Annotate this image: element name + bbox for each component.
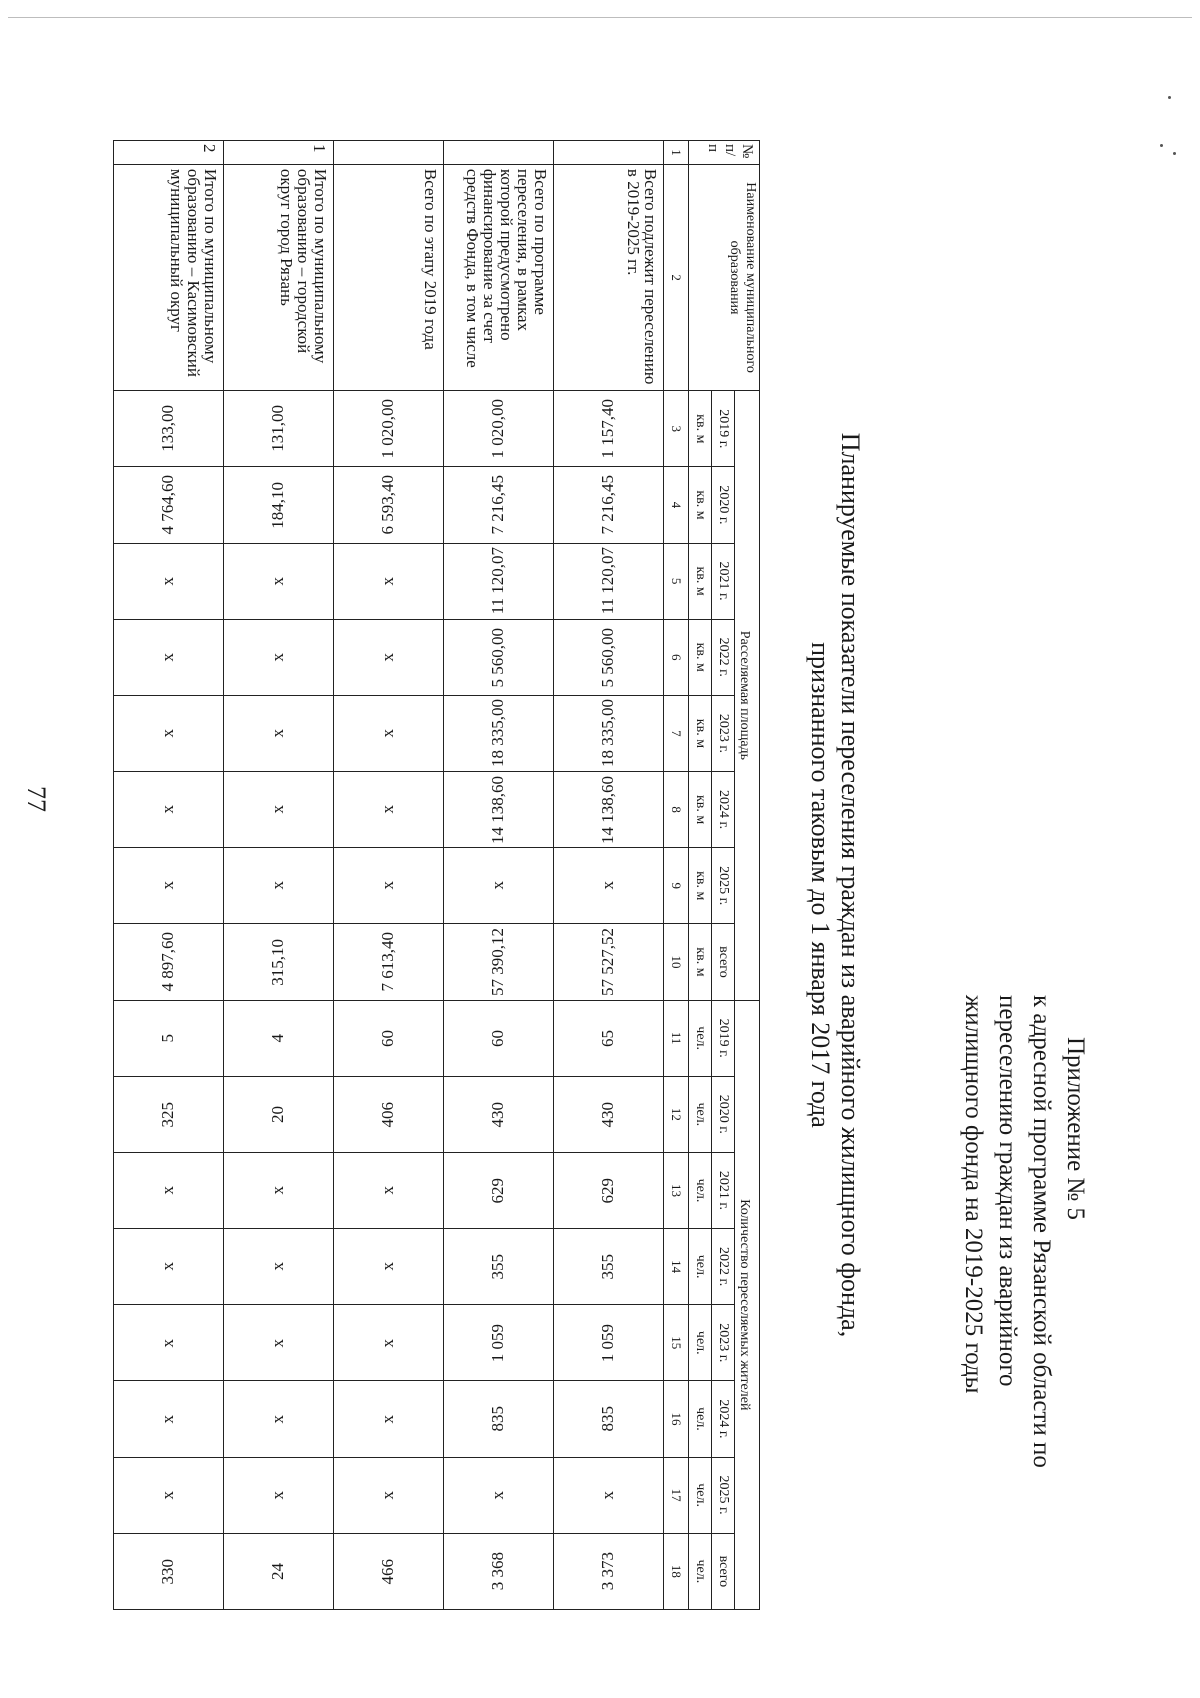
people-cell: [554, 1533, 664, 1609]
people-cell: [334, 1305, 444, 1381]
header-unit: чел.: [689, 1381, 712, 1457]
people-cell: [444, 1229, 554, 1305]
area-value: x: [158, 805, 178, 814]
people-value: 406: [378, 1101, 398, 1128]
people-value: x: [158, 1338, 178, 1348]
people-value: 466: [378, 1558, 398, 1585]
people-value: x: [378, 1186, 398, 1195]
column-number: 18: [664, 1533, 689, 1609]
header-area-year: 2025 г.: [712, 848, 735, 924]
header-people-year: 2020 г.: [712, 1076, 735, 1152]
area-value: x: [378, 729, 398, 738]
column-number: 4: [664, 467, 689, 543]
area-cell: [224, 391, 334, 467]
people-value: x: [268, 1186, 288, 1195]
header-unit: чел.: [689, 1305, 712, 1381]
header-unit: кв. м: [689, 848, 712, 924]
people-cell: [554, 1229, 664, 1305]
people-cell: [114, 1305, 224, 1381]
header-unit: кв. м: [689, 772, 712, 848]
header-unit: чел.: [689, 1152, 712, 1228]
people-cell: [334, 1000, 444, 1076]
header-people-group: Количество переселяемых жителей: [735, 1000, 760, 1609]
people-value: x: [378, 1490, 398, 1500]
people-cell: [554, 1000, 664, 1076]
area-cell: [554, 619, 664, 695]
people-cell: [224, 1229, 334, 1305]
header-people-year: 2023 г.: [712, 1305, 735, 1381]
header-people-year: 2025 г.: [712, 1457, 735, 1533]
table-row: [554, 141, 664, 1610]
header-unit: кв. м: [689, 467, 712, 543]
area-value: x: [158, 729, 178, 738]
table-row: [114, 141, 224, 1610]
header-people-year: 2022 г.: [712, 1229, 735, 1305]
area-cell: [444, 924, 554, 1000]
area-cell: [224, 467, 334, 543]
area-cell: [444, 543, 554, 619]
title-line: Планируемые показатели переселения граждан из аварийного жилищного фонда,: [836, 432, 865, 1338]
area-cell: [334, 772, 444, 848]
people-cell: [114, 1076, 224, 1152]
area-cell: [334, 924, 444, 1000]
municipality-name: Всего по этапу 2019 года: [334, 164, 444, 390]
people-value: 60: [488, 1029, 508, 1047]
header-people-year: 2019 г.: [712, 1000, 735, 1076]
area-cell: [554, 924, 664, 1000]
people-cell: [334, 1533, 444, 1609]
area-cell: [444, 695, 554, 771]
people-value: 1 059: [488, 1323, 508, 1362]
area-value: 5 560,00: [488, 627, 508, 688]
area-cell: [334, 619, 444, 695]
column-number: 17: [664, 1457, 689, 1533]
area-value: 1 020,00: [378, 399, 398, 459]
people-cell: [114, 1152, 224, 1228]
area-value: 57 390,12: [488, 927, 508, 996]
area-cell: [224, 543, 334, 619]
appendix-line: Приложение № 5: [1062, 1037, 1089, 1221]
people-cell: [444, 1076, 554, 1152]
area-cell: [444, 391, 554, 467]
people-value: x: [268, 1262, 288, 1271]
people-value: 20: [268, 1105, 288, 1123]
people-value: 330: [158, 1558, 178, 1585]
people-cell: [334, 1229, 444, 1305]
people-value: 4: [268, 1033, 288, 1043]
resettlement-table: [113, 140, 760, 1610]
rotated-page-content: [0, 55, 1110, 1695]
area-cell: [114, 391, 224, 467]
column-number: 6: [664, 619, 689, 695]
people-cell: [114, 1000, 224, 1076]
area-cell: [554, 848, 664, 924]
people-cell: [444, 1381, 554, 1457]
column-number: 12: [664, 1076, 689, 1152]
people-cell: [224, 1076, 334, 1152]
title-line: признанного таковым до 1 января 2017 года: [806, 642, 835, 1128]
people-cell: [444, 1000, 554, 1076]
header-people-year: 2021 г.: [712, 1152, 735, 1228]
area-cell: [554, 467, 664, 543]
people-value: 629: [598, 1177, 618, 1204]
row-number: [554, 141, 664, 165]
people-cell: [224, 1305, 334, 1381]
area-value: 315,10: [268, 938, 288, 986]
people-value: 430: [488, 1101, 508, 1128]
header-unit: кв. м: [689, 924, 712, 1000]
column-number: 14: [664, 1229, 689, 1305]
people-cell: [114, 1457, 224, 1533]
area-cell: [224, 772, 334, 848]
header-unit: кв. м: [689, 619, 712, 695]
people-value: x: [268, 1490, 288, 1500]
area-value: x: [488, 881, 508, 890]
table-row: [444, 141, 554, 1610]
area-cell: [334, 848, 444, 924]
column-number: 9: [664, 848, 689, 924]
header-unit: кв. м: [689, 391, 712, 467]
area-value: 131,00: [268, 405, 288, 453]
people-value: x: [158, 1186, 178, 1195]
municipality-name: Итого по муниципальному образованию – городской округ город Рязань: [224, 164, 334, 390]
area-cell: [554, 695, 664, 771]
people-value: 355: [598, 1253, 618, 1280]
header-area-year: 2019 г.: [712, 391, 735, 467]
people-cell: [224, 1000, 334, 1076]
header-unit: кв. м: [689, 543, 712, 619]
people-cell: [444, 1305, 554, 1381]
people-value: 835: [598, 1406, 618, 1432]
column-number: 2: [664, 164, 689, 390]
people-cell: [224, 1533, 334, 1609]
people-cell: [554, 1305, 664, 1381]
people-value: x: [598, 1490, 618, 1500]
area-value: 11 120,07: [598, 547, 618, 615]
area-cell: [444, 467, 554, 543]
people-value: 60: [378, 1029, 398, 1047]
header-unit: чел.: [689, 1076, 712, 1152]
area-value: x: [158, 653, 178, 662]
area-value: x: [268, 805, 288, 814]
people-value: x: [268, 1414, 288, 1424]
area-value: 184,10: [268, 481, 288, 529]
municipality-name: Итого по муниципальному образованию – Касимовский муниципальный округ: [114, 164, 224, 390]
area-value: 18 335,00: [488, 699, 508, 768]
people-cell: [444, 1533, 554, 1609]
area-cell: [334, 695, 444, 771]
header-num: № п/п: [689, 141, 760, 165]
header-area-year: 2021 г.: [712, 543, 735, 619]
people-cell: [224, 1457, 334, 1533]
area-cell: [334, 543, 444, 619]
column-number: 8: [664, 772, 689, 848]
document-title: [805, 135, 865, 1635]
header-unit: чел.: [689, 1229, 712, 1305]
area-cell: [114, 467, 224, 543]
people-value: x: [378, 1262, 398, 1271]
area-cell: [224, 848, 334, 924]
people-value: 65: [598, 1029, 618, 1047]
people-value: 1 059: [598, 1323, 618, 1362]
area-value: 6 593,40: [378, 475, 398, 535]
people-value: 24: [268, 1562, 288, 1580]
area-cell: [554, 543, 664, 619]
area-cell: [334, 391, 444, 467]
people-value: x: [378, 1414, 398, 1424]
column-number: 13: [664, 1152, 689, 1228]
area-cell: [554, 391, 664, 467]
area-value: 14 138,60: [598, 775, 618, 844]
people-value: 325: [158, 1101, 178, 1128]
area-value: 7 216,45: [488, 475, 508, 535]
area-value: 18 335,00: [598, 699, 618, 768]
people-value: 3 368: [488, 1552, 508, 1591]
area-cell: [114, 772, 224, 848]
area-value: x: [158, 576, 178, 586]
header-unit: чел.: [689, 1457, 712, 1533]
people-cell: [444, 1457, 554, 1533]
header-people-year: 2024 г.: [712, 1381, 735, 1457]
area-cell: [114, 924, 224, 1000]
people-cell: [334, 1381, 444, 1457]
people-value: x: [488, 1490, 508, 1500]
column-number: 7: [664, 695, 689, 771]
scan-speck: [1160, 144, 1163, 147]
area-value: x: [268, 729, 288, 738]
people-cell: [334, 1076, 444, 1152]
area-value: x: [158, 881, 178, 890]
header-people-year: всего: [712, 1533, 735, 1609]
column-number: 3: [664, 391, 689, 467]
people-cell: [114, 1229, 224, 1305]
people-value: 355: [488, 1253, 508, 1280]
table-row: [224, 141, 334, 1610]
people-cell: [224, 1381, 334, 1457]
people-value: 3 373: [598, 1552, 618, 1591]
area-cell: [444, 848, 554, 924]
header-unit: кв. м: [689, 695, 712, 771]
area-value: x: [268, 576, 288, 586]
people-value: x: [158, 1414, 178, 1424]
people-value: 629: [488, 1177, 508, 1204]
people-cell: [224, 1152, 334, 1228]
people-cell: [554, 1152, 664, 1228]
people-cell: [554, 1381, 664, 1457]
row-number: [334, 141, 444, 165]
column-number: 16: [664, 1381, 689, 1457]
area-value: 4 897,60: [158, 932, 178, 992]
area-value: 11 120,07: [488, 547, 508, 615]
column-number: 1: [664, 141, 689, 165]
scan-edge-line: [8, 17, 1192, 18]
area-cell: [114, 543, 224, 619]
people-cell: [444, 1152, 554, 1228]
header-name: Наименование муниципального образования: [689, 164, 760, 390]
area-cell: [554, 772, 664, 848]
people-value: x: [158, 1490, 178, 1500]
area-value: x: [268, 653, 288, 662]
municipality-name: Всего по программе переселения, в рамках которой предусмотрено финансирование за счет средств Фонда, в том числе: [444, 164, 554, 390]
area-value: x: [378, 653, 398, 662]
people-cell: [114, 1381, 224, 1457]
area-value: 14 138,60: [488, 775, 508, 844]
appendix-heading: [956, 995, 1092, 1675]
people-cell: [334, 1457, 444, 1533]
area-cell: [444, 772, 554, 848]
area-value: x: [378, 576, 398, 586]
column-number: 10: [664, 924, 689, 1000]
scan-speck: [1168, 96, 1171, 99]
table-row: [334, 141, 444, 1610]
area-value: 4 764,60: [158, 475, 178, 535]
area-cell: [224, 695, 334, 771]
people-cell: [554, 1076, 664, 1152]
row-number: 2: [114, 141, 224, 165]
people-cell: [334, 1152, 444, 1228]
people-value: 835: [488, 1406, 508, 1432]
column-number: 11: [664, 1000, 689, 1076]
area-cell: [224, 619, 334, 695]
header-area-year: всего: [712, 924, 735, 1000]
area-cell: [224, 924, 334, 1000]
municipality-name: Всего подлежит переселению в 2019-2025 гг.: [554, 164, 664, 390]
people-value: 430: [598, 1101, 618, 1128]
row-number: [444, 141, 554, 165]
area-value: x: [268, 881, 288, 890]
area-cell: [114, 619, 224, 695]
area-cell: [114, 695, 224, 771]
people-value: x: [378, 1338, 398, 1348]
area-cell: [114, 848, 224, 924]
header-area-year: 2020 г.: [712, 467, 735, 543]
area-value: 57 527,52: [598, 927, 618, 996]
column-number: 5: [664, 543, 689, 619]
area-cell: [444, 619, 554, 695]
appendix-line: переселению граждан из аварийного: [994, 995, 1021, 1387]
area-value: 7 216,45: [598, 475, 618, 535]
people-value: x: [268, 1338, 288, 1348]
column-number: 15: [664, 1305, 689, 1381]
area-value: x: [378, 881, 398, 890]
people-cell: [554, 1457, 664, 1533]
row-number: 1: [224, 141, 334, 165]
people-value: 5: [158, 1033, 178, 1043]
area-cell: [334, 467, 444, 543]
header-area-year: 2024 г.: [712, 772, 735, 848]
people-value: x: [158, 1262, 178, 1271]
header-unit: чел.: [689, 1000, 712, 1076]
area-value: 1 157,40: [598, 399, 618, 459]
area-value: x: [378, 805, 398, 814]
header-area-year: 2023 г.: [712, 695, 735, 771]
area-value: 7 613,40: [378, 932, 398, 992]
appendix-line: жилищного фонда на 2019-2025 годы: [960, 995, 987, 1394]
page-number: 77: [22, 786, 51, 812]
area-value: 133,00: [158, 405, 178, 453]
header-unit: чел.: [689, 1533, 712, 1609]
area-value: 1 020,00: [488, 399, 508, 459]
appendix-line: к адресной программе Рязанской области по: [1028, 995, 1055, 1468]
area-value: x: [598, 881, 618, 890]
header-area-group: Расселяемая площадь: [735, 391, 760, 1000]
people-cell: [114, 1533, 224, 1609]
header-area-year: 2022 г.: [712, 619, 735, 695]
area-value: 5 560,00: [598, 627, 618, 688]
scan-speck: [1173, 152, 1176, 155]
